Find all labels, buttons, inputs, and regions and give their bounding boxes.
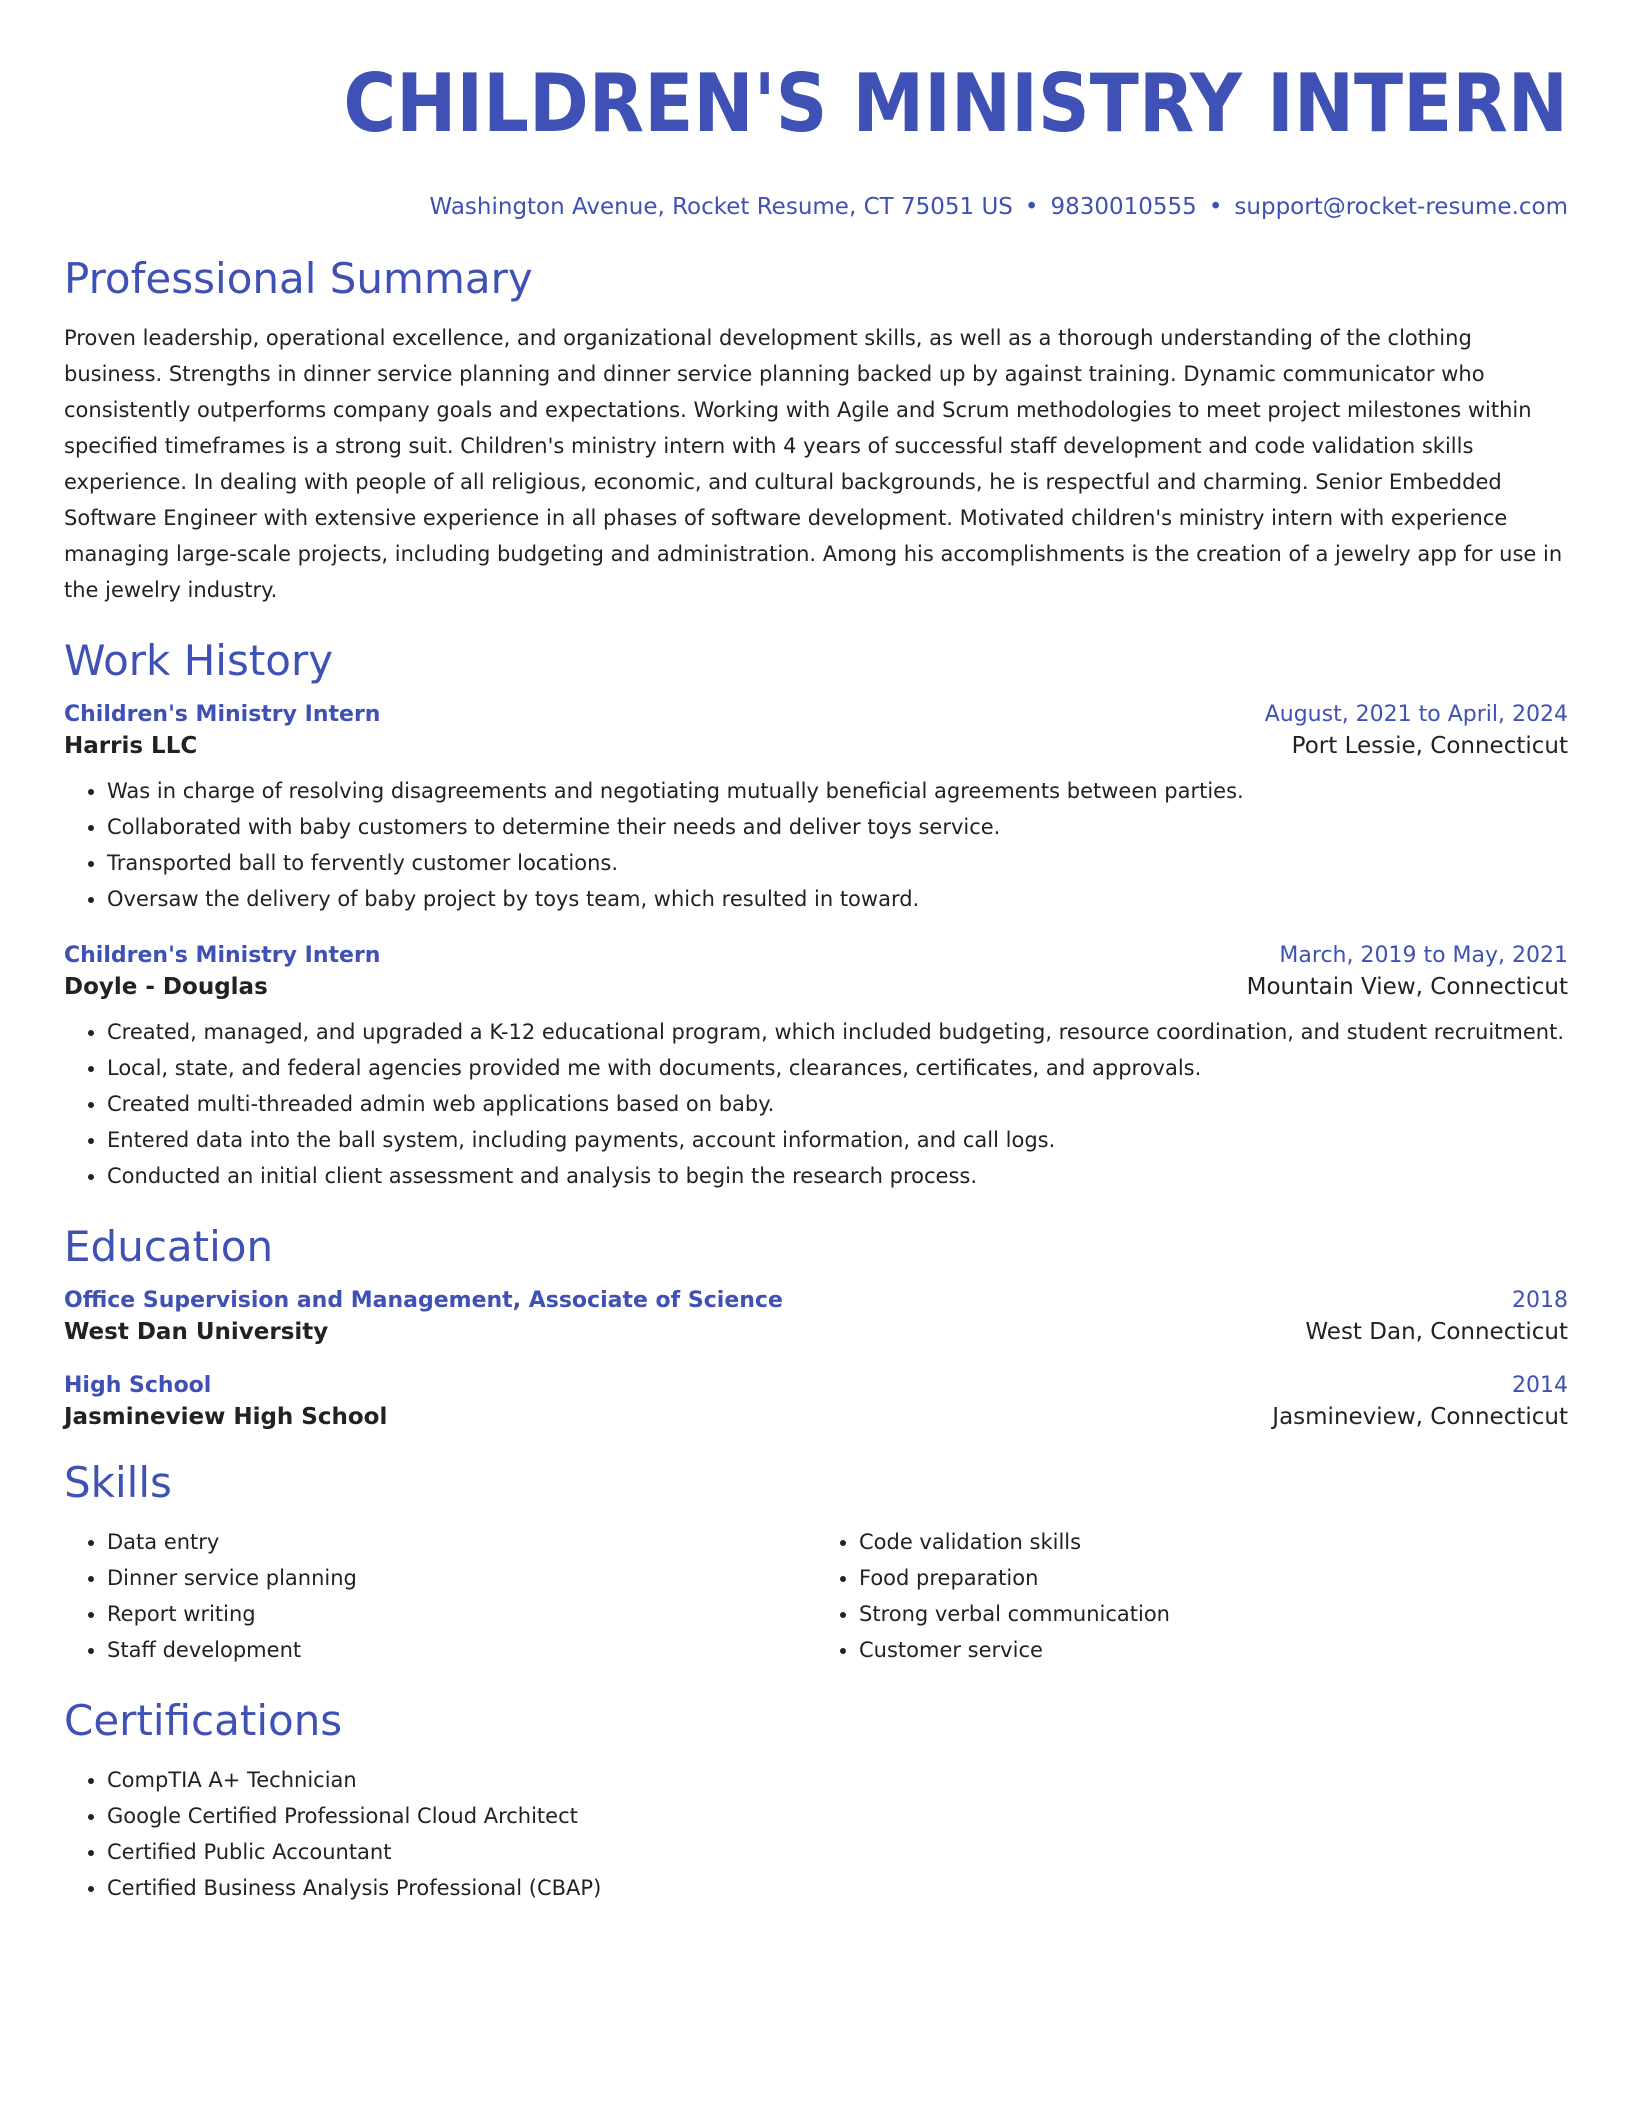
job-company: Doyle - Douglas bbox=[64, 974, 268, 1000]
certification-item: • Certified Public Accountant bbox=[107, 1834, 1568, 1870]
contact-address: Washington Avenue, Rocket Resume, CT 75051 US bbox=[429, 194, 1013, 220]
job-bullet: • Created, managed, and upgraded a K-12 educational program, which included budgeting, resource coordination, and student recruitment. bbox=[107, 1014, 1568, 1050]
section-title-work: Work History bbox=[64, 636, 334, 685]
job-company-row bbox=[64, 974, 1568, 1000]
education-degree: Office Supervision and Management, Associate of Science bbox=[64, 1288, 783, 1313]
education-year: 2018 bbox=[1512, 1288, 1568, 1313]
skill-item: • Data entry bbox=[107, 1524, 816, 1560]
job-bullet: • Entered data into the ball system, including payments, account information, and call logs. bbox=[107, 1122, 1568, 1158]
section-title-summary: Professional Summary bbox=[64, 254, 533, 303]
education-entry bbox=[64, 1373, 1568, 1430]
job-dates: March, 2019 to May, 2021 bbox=[1279, 943, 1568, 968]
skill-item: • Code validation skills bbox=[859, 1524, 1568, 1560]
section-title-skills: Skills bbox=[64, 1458, 172, 1507]
job-entry bbox=[64, 702, 1568, 917]
education-header-row bbox=[64, 1288, 1568, 1313]
job-bullet: • Transported ball to fervently customer locations. bbox=[107, 845, 1568, 881]
skills-grid bbox=[64, 1524, 1568, 1668]
skill-item: • Customer service bbox=[859, 1632, 1568, 1668]
job-location: Port Lessie, Connecticut bbox=[1291, 733, 1568, 759]
job-bullet: • Local, state, and federal agencies provided me with documents, clearances, certificates, and approvals. bbox=[107, 1050, 1568, 1086]
education-header-row bbox=[64, 1373, 1568, 1398]
job-bullet: • Oversaw the delivery of baby project by toys team, which resulted in toward. bbox=[107, 881, 1568, 917]
certification-item: • CompTIA A+ Technician bbox=[107, 1762, 1568, 1798]
skill-item: • Food preparation bbox=[859, 1560, 1568, 1596]
job-header-row bbox=[64, 702, 1568, 727]
job-dates: August, 2021 to April, 2024 bbox=[1264, 702, 1568, 727]
education-year: 2014 bbox=[1512, 1373, 1568, 1398]
education-location: Jasmineview, Connecticut bbox=[1272, 1404, 1568, 1430]
education-entry bbox=[64, 1288, 1568, 1345]
education-school-row bbox=[64, 1319, 1568, 1345]
education-school: Jasmineview High School bbox=[64, 1404, 388, 1430]
contact-email[interactable]: support@rocket-resume.com bbox=[1234, 194, 1568, 220]
job-location: Mountain View, Connecticut bbox=[1246, 974, 1568, 1000]
job-entry bbox=[64, 943, 1568, 1194]
education-school-row bbox=[64, 1404, 1568, 1430]
education-degree: High School bbox=[64, 1373, 212, 1398]
section-title-certifications: Certifications bbox=[64, 1696, 343, 1745]
skill-item: • Report writing bbox=[107, 1596, 816, 1632]
contact-separator: • bbox=[1208, 194, 1223, 220]
certification-item: • Google Certified Professional Cloud Architect bbox=[107, 1798, 1568, 1834]
job-header-row bbox=[64, 943, 1568, 968]
skill-item: • Dinner service planning bbox=[107, 1560, 816, 1596]
job-company-row bbox=[64, 733, 1568, 759]
education-location: West Dan, Connecticut bbox=[1305, 1319, 1568, 1345]
education-school: West Dan University bbox=[64, 1319, 329, 1345]
contact-separator: • bbox=[1024, 194, 1039, 220]
contact-line bbox=[64, 194, 1568, 220]
job-bullet: • Collaborated with baby customers to determine their needs and deliver toys service. bbox=[107, 809, 1568, 845]
contact-phone[interactable]: 9830010555 bbox=[1050, 194, 1197, 220]
job-company: Harris LLC bbox=[64, 733, 198, 759]
skills-list-left bbox=[64, 1524, 816, 1668]
resume-name: CHILDREN'S MINISTRY INTERN bbox=[343, 57, 1568, 150]
skill-item: • Strong verbal communication bbox=[859, 1596, 1568, 1632]
job-bullet: • Was in charge of resolving disagreements and negotiating mutually beneficial agreements between parties. bbox=[107, 773, 1568, 809]
job-role: Children's Ministry Intern bbox=[64, 702, 381, 727]
skills-list-right bbox=[816, 1524, 1568, 1668]
job-bullet: • Conducted an initial client assessment and analysis to begin the research process. bbox=[107, 1158, 1568, 1194]
certification-item: • Certified Business Analysis Professional (CBAP) bbox=[107, 1870, 1568, 1906]
job-bullet: • Created multi-threaded admin web applications based on baby. bbox=[107, 1086, 1568, 1122]
job-bullets bbox=[64, 1014, 1568, 1194]
job-bullets bbox=[64, 773, 1568, 917]
section-title-education: Education bbox=[64, 1222, 274, 1271]
summary-text: Proven leadership, operational excellence, and organizational development skills, as well as a thorough understanding of the clothing business. Strengths in dinner service planning and dinner service planning backed up by against training. Dynamic communicator who consistently outperforms company goals and expectations. Working with Agile and Scrum methodologies to meet project milestones within specified timeframes is a strong suit. Children's ministry intern with 4 years of successful staff development and code validation skills experience. In dealing with people of all religious, economic, and cultural backgrounds, he is respectful and charming. Senior Embedded Software Engineer with extensive experience in all phases of software development. Motivated children's ministry intern with experience managing large-scale projects, including budgeting and administration. Among his accomplishments is the creation of a jewelry app for use in the jewelry industry. bbox=[64, 326, 1563, 602]
job-role: Children's Ministry Intern bbox=[64, 943, 381, 968]
skill-item: • Staff development bbox=[107, 1632, 816, 1668]
certifications-list bbox=[64, 1762, 1568, 1906]
